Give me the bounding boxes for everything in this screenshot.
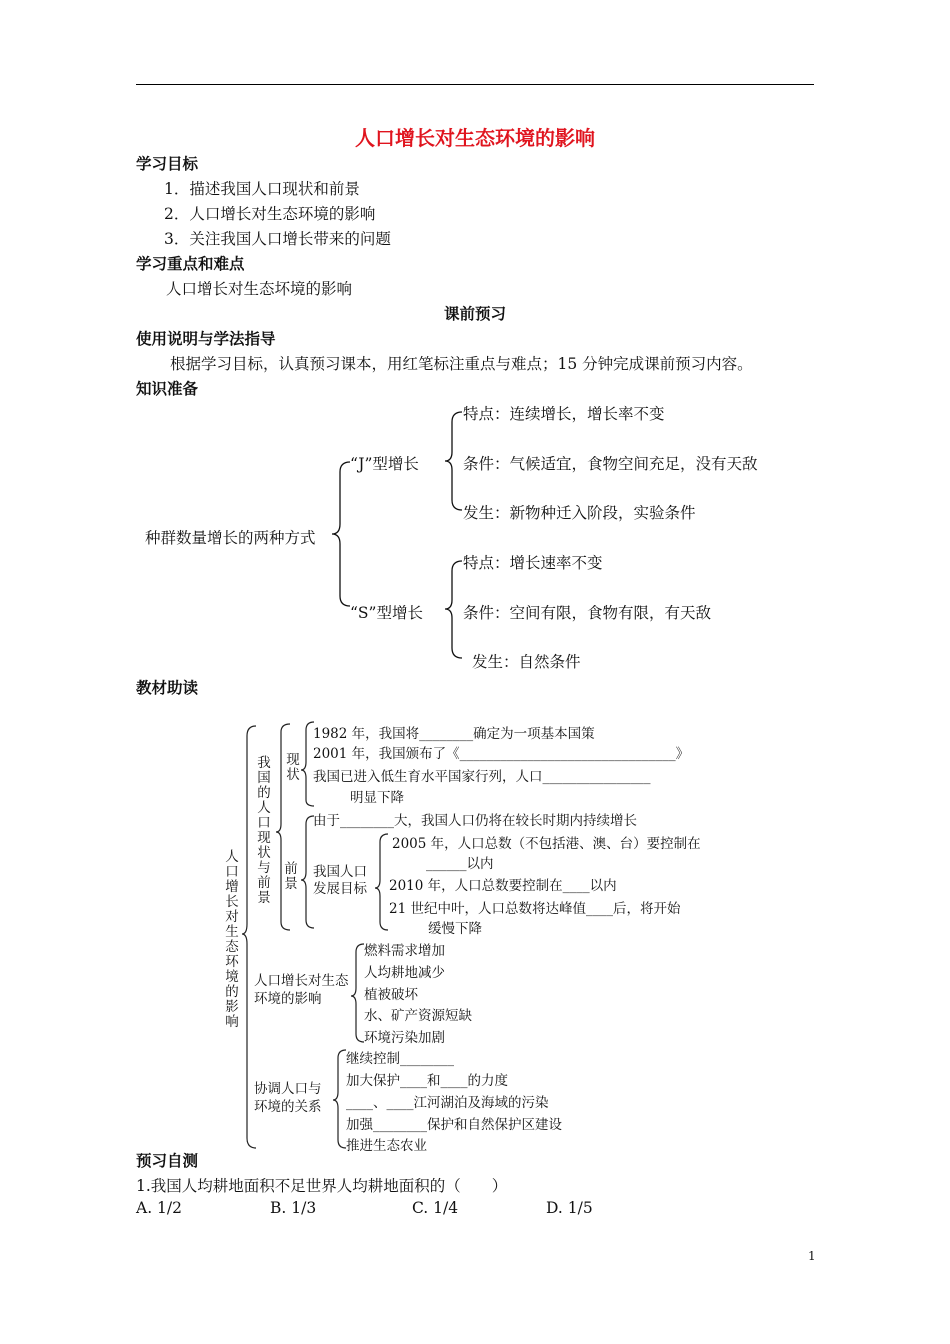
coordinate-item: 加强________保护和自然保护区建设 [346, 1117, 562, 1133]
s-feature: 特点：增长速率不变 [463, 554, 603, 572]
preview-heading: 课前预习 [443, 305, 506, 323]
j-feature: 特点：连续增长，增长率不变 [463, 405, 665, 423]
page-title: 人口增长对生态环境的影响 [355, 126, 595, 150]
s-condition: 条件：空间有限，食物有限，有天敌 [463, 604, 712, 622]
coordinate-item: 推进生态农业 [346, 1138, 427, 1154]
coordinate-item: 加大保护____和____的力度 [346, 1073, 508, 1089]
status-item: 2001 年，我国颁布了《________________________________》 [313, 746, 690, 762]
impact-item: 水、矿产资源短缺 [364, 1008, 472, 1024]
key-points-text: 人口增长对生态坏境的影响 [166, 280, 353, 298]
objectives-heading: 学习目标 [136, 155, 199, 173]
j-condition: 条件：气候适宜，食物空间充足，没有天敌 [463, 455, 758, 473]
page-number: 1 [808, 1249, 816, 1263]
goal-item: ______以内 [426, 856, 494, 872]
goal-item: 2010 年，人口总数要控制在____以内 [389, 878, 617, 894]
impact-item: 环境污染加剧 [364, 1030, 445, 1046]
textbook-heading: 教材助读 [136, 679, 199, 697]
status-item: 我国已进入低生育水平国家行列，人口________________ [313, 769, 651, 785]
self-test-heading: 预习自测 [136, 1152, 199, 1170]
status-label: 现状 [286, 752, 300, 783]
impact-label: 人口增长对生态环境的影响 [254, 973, 349, 1007]
coordinate-item: ____、____江河湖泊及海域的污染 [346, 1095, 549, 1111]
objective-item: 1．描述我国人口现状和前景 [164, 180, 360, 198]
option-d[interactable]: D. 1/5 [546, 1199, 593, 1217]
objective-item: 3．关注我国人口增长带来的问题 [164, 230, 391, 248]
j-growth-label: “J”型增长 [350, 455, 419, 473]
guide-text: 根据学习目标，认真预习课本，用红笔标注重点与难点；15 分钟完成课前预习内容。 [170, 355, 753, 373]
option-b[interactable]: B. 1/3 [270, 1199, 317, 1217]
guide-heading: 使用说明与学法指导 [136, 330, 276, 348]
option-a[interactable]: A. 1/2 [136, 1199, 182, 1217]
option-c[interactable]: C. 1/4 [412, 1199, 459, 1217]
status-item: 1982 年，我国将________确定为一项基本国策 [313, 726, 595, 742]
impact-item: 人均耕地减少 [364, 965, 445, 981]
future-label: 前景 [284, 861, 298, 892]
goal-item: 21 世纪中叶，人口总数将达峰值____后，将开始 [389, 901, 681, 917]
tree-root: 种群数量增长的两种方式 [145, 529, 316, 547]
status-future-label: 我国的人口现状与前景 [257, 755, 271, 906]
knowledge-heading: 知识准备 [136, 380, 199, 398]
s-occurrence: 发生：自然条件 [472, 653, 581, 671]
impact-item: 燃料需求增加 [364, 943, 445, 959]
s-growth-label: “S”型增长 [350, 604, 423, 622]
goal-item: 缓慢下降 [428, 921, 482, 937]
goal-item: 2005 年，人口总数（不包括港、澳、台）要控制在 [392, 836, 701, 852]
key-points-heading: 学习重点和难点 [136, 255, 245, 273]
objective-item: 2．人口增长对生态环境的影响 [164, 205, 376, 223]
j-occurrence: 发生：新物种迁入阶段，实验条件 [463, 504, 696, 522]
future-item: 由于________大，我国人口仍将在较长时期内持续增长 [313, 813, 637, 829]
diagram-root: 人口增长对生态环境的影响 [225, 849, 239, 1030]
goal-label: 我国人口发展目标 [313, 864, 367, 897]
status-item: 明显下降 [350, 790, 404, 806]
coordinate-item: 继续控制________ [346, 1051, 454, 1067]
impact-item: 植被破坏 [364, 987, 418, 1003]
question-text: 1.我国人均耕地面积不足世界人均耕地面积的（ ） [136, 1177, 508, 1195]
coordinate-label: 协调人口与环境的关系 [254, 1081, 322, 1115]
